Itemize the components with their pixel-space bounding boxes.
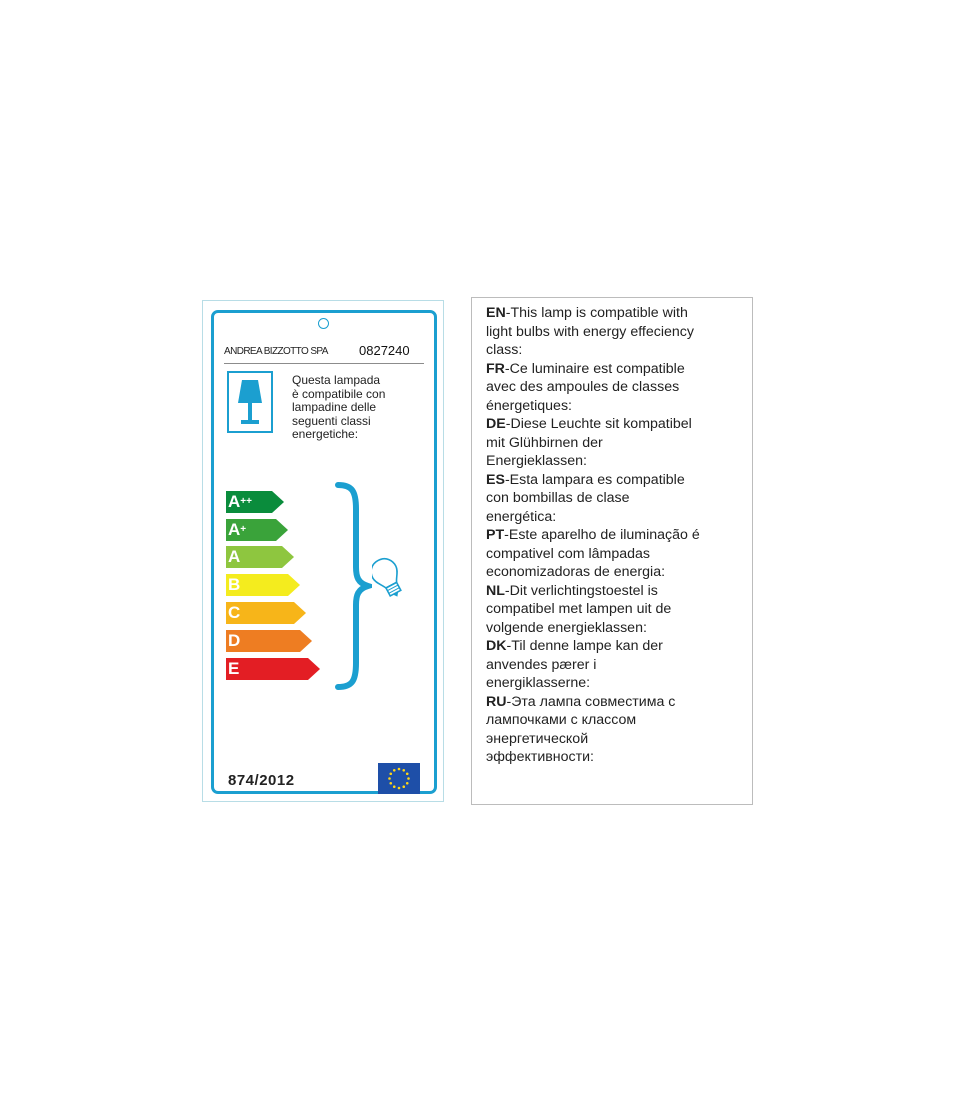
eu-star-icon [393,785,396,788]
energy-class-bar [226,519,288,541]
energy-class-letter [228,603,240,623]
language-text: -Dit verlichtingstoestel is compatibel met lampen uit de volgende energieklassen: [486,582,672,636]
energy-class-bar [226,491,284,513]
hang-hole-icon [318,318,329,329]
language-code: FR [486,360,505,377]
energy-label-card [202,300,444,802]
energy-class-letter [228,492,252,515]
eu-star-icon [389,782,392,785]
energy-class-letter [228,547,240,567]
language-text: -Este aparelho de iluminação é compativel com lâmpadas economizadoras de energia: [486,527,700,580]
eu-star-icon [402,769,405,772]
eu-star-icon [402,785,405,788]
energy-class-letter-main: D [228,631,241,650]
energy-class-letter-main: B [228,575,241,594]
language-text: -Ce luminaire est compatible avec des ampoules de classes énergetiques: [486,360,685,414]
language-text: -Til denne lampe kan der anvendes pærer i energiklasserne: [486,638,663,691]
language-entry-en [486,304,748,360]
eu-star-icon [398,768,401,771]
language-text: -Diese Leuchte sit kompatibel mit Glühbirnen der Energieklassen: [486,416,692,469]
energy-class-bar [226,546,294,568]
energy-class-bar [226,658,320,680]
label-header [224,343,424,363]
eu-star-icon [389,772,392,775]
language-code: ES [486,471,505,488]
energy-class-letter-main: E [228,659,240,678]
language-code: NL [486,582,505,599]
energy-class-bar [226,574,300,596]
language-code: RU [486,693,507,710]
eu-star-icon [406,772,409,775]
language-entry-fr [486,360,748,416]
language-entry-de [486,415,748,471]
language-code: DE [486,416,506,432]
eu-star-icon [406,782,409,785]
energy-class-letter [228,520,246,543]
language-code: EN [486,305,506,321]
multilingual-text-box [471,297,753,805]
energy-class-letter-main: A [228,547,241,566]
energy-class-letter-main: A [228,492,241,511]
energy-class-letter [228,575,240,595]
header-divider [224,363,424,364]
language-code: PT [486,527,505,543]
energy-class-bar [226,630,312,652]
manufacturer-name: ANDREA BIZZOTTO SPA [224,346,328,357]
language-entry-nl [486,582,748,638]
regulation-number: 874/2012 [228,772,295,789]
energy-class-letter-sup: + [240,524,247,535]
eu-star-icon [407,777,410,780]
language-entry-es [486,471,748,527]
eu-star-icon [388,777,391,780]
language-list [486,304,748,767]
language-text: -Esta lampara es compatible con bombillas de clase energética: [486,471,685,525]
language-code: DK [486,638,507,654]
language-entry-pt [486,526,748,582]
energy-class-letter [228,631,240,651]
energy-class-letter-main: A [228,520,241,539]
language-entry-ru [486,693,748,767]
energy-label-frame [211,310,437,794]
language-text: -This lamp is compatible with light bulbs with energy effeciency class: [486,305,694,358]
eu-star-icon [398,787,401,790]
table-lamp-icon [227,371,273,433]
eu-star-icon [393,769,396,772]
eu-flag-icon [378,763,420,794]
curly-brace-icon [332,481,372,691]
model-number: 0827240 [359,343,410,358]
energy-class-letter-main: C [228,603,241,622]
energy-class-letter [228,659,239,679]
language-text: -Эта лампа совместима с лампочками с классом энергетической эффективности: [486,693,676,765]
light-bulb-icon [372,555,404,603]
language-entry-dk [486,637,748,693]
compatibility-text: Questa lampada è compatibile con lampadine delle seguenti classi energetiche: [292,373,386,441]
energy-class-letter-sup: ++ [240,496,252,507]
energy-class-bar [226,602,306,624]
